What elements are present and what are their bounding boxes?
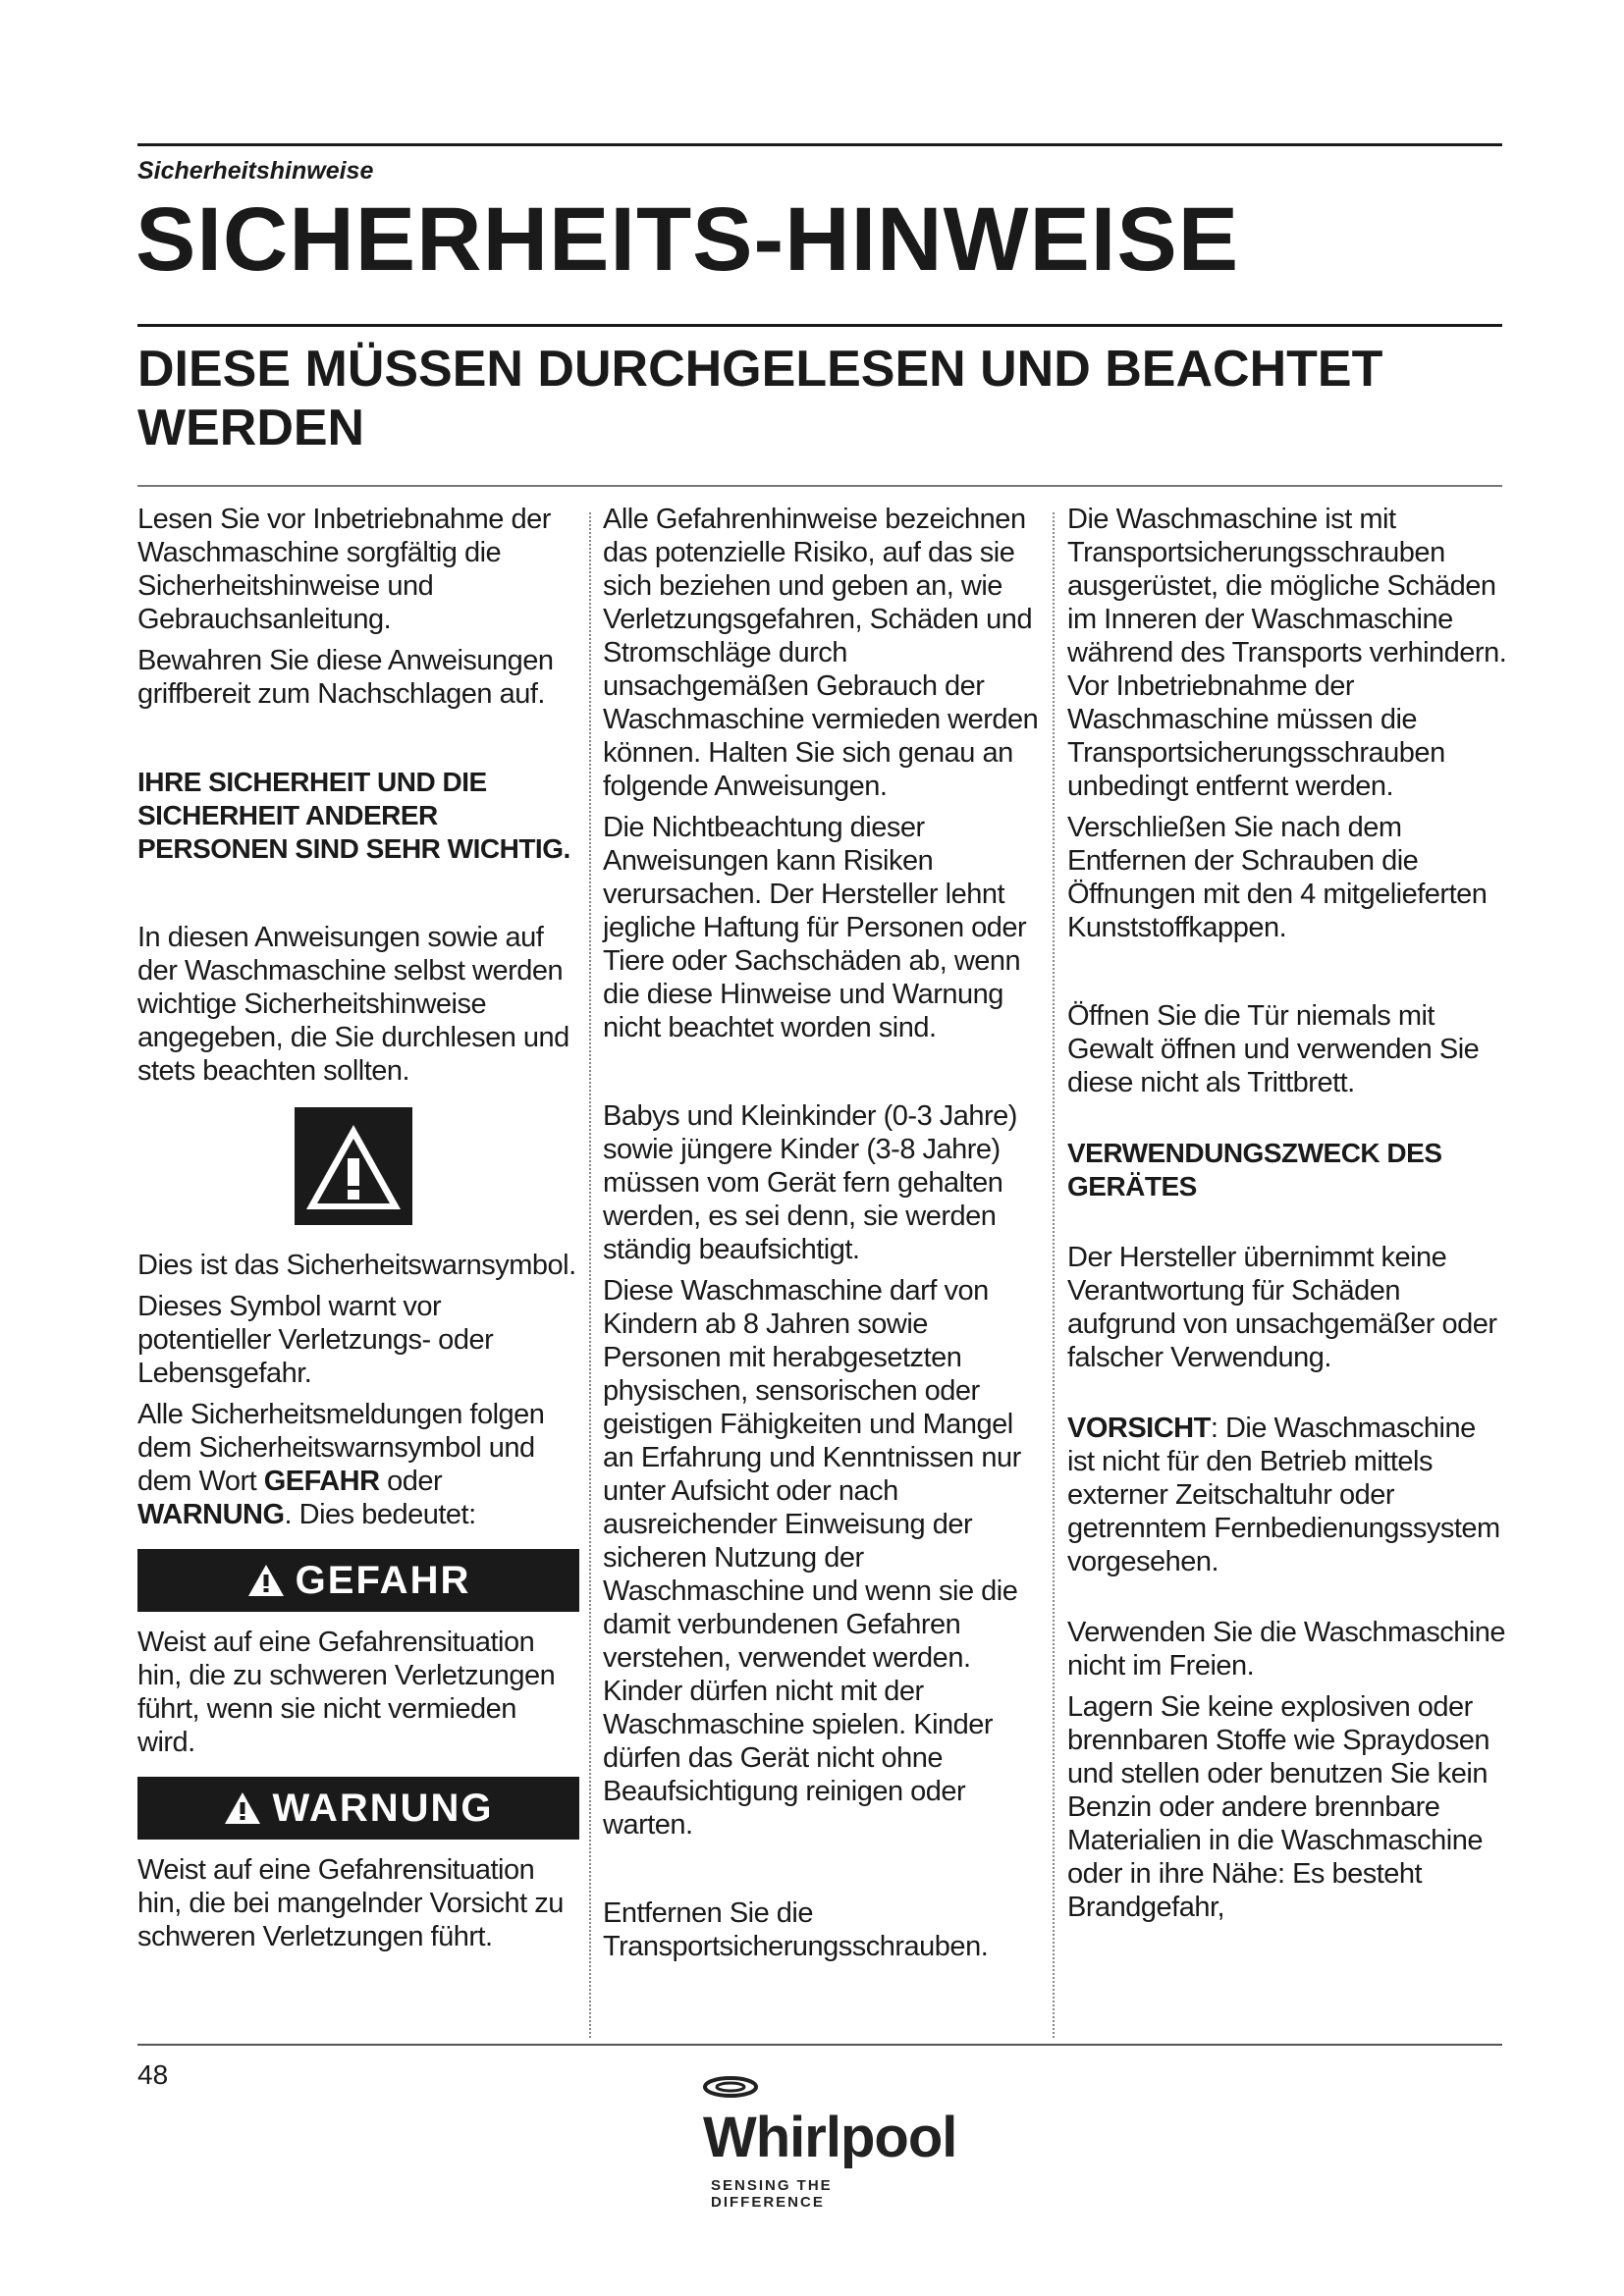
warnung-alert-icon bbox=[223, 1790, 262, 1826]
gefahr-banner bbox=[137, 1549, 579, 1612]
flammable-storage-paragraph: Lagern Sie keine explosiven oder brennbaren Stoffe wie Spraydosen und stellen oder benutzen Sie kein Benzin oder andere brennbare Materialien in die Waschmaschine oder in ihre Nähe: Es besteht Brandgefahr, bbox=[1067, 1691, 1490, 1923]
children-supervision-paragraph: Babys und Kleinkinder (0-3 Jahre) sowie jüngere Kinder (3-8 Jahre) müssen vom Gerät fern gehalten werden, es sei denn, sie werden ständig beaufsichtigt. bbox=[603, 1100, 1017, 1265]
symbol-description: Dies ist das Sicherheitswarnsymbol. bbox=[137, 1250, 576, 1281]
gefahr-description: Weist auf eine Gefahrensituation hin, die zu schweren Verletzungen führt, wenn sie nicht vermieden wird. bbox=[137, 1627, 556, 1758]
brand-swirl-icon bbox=[701, 2069, 770, 2109]
manufacturer-responsibility-paragraph: Der Hersteller übernimmt keine Verantwortung für Schäden aufgrund von unsachgemäßer oder falscher Verwendung. bbox=[1067, 1242, 1497, 1373]
caution-paragraph bbox=[1067, 1412, 1509, 1578]
title-rule bbox=[137, 324, 1502, 327]
intro-paragraph: Lesen Sie vor Inbetriebnahme der Waschmaschine sorgfältig die Sicherheitshinweise und Gebrauchsanleitung. bbox=[137, 504, 551, 635]
brand-logo bbox=[699, 2069, 957, 2211]
liability-paragraph: Die Nichtbeachtung dieser Anweisungen kann Risiken verursachen. Der Hersteller lehnt jegliche Haftung für Personen oder Tiere oder Sachschäden ab, wenn die diese Hinweise und Warnung nicht beachtet worden sind. bbox=[603, 812, 1027, 1043]
keep-instructions-paragraph: Bewahren Sie diese Anweisungen griffbereit zum Nachschlagen auf. bbox=[137, 645, 554, 710]
gefahr-alert-icon bbox=[246, 1563, 286, 1598]
word-gefahr: GEFAHR bbox=[263, 1466, 380, 1497]
caution-label: VORSICHT bbox=[1067, 1413, 1211, 1444]
remove-bolts-paragraph: Entfernen Sie die Transportsicherungsschrauben. bbox=[603, 1897, 989, 1962]
subtitle-rule bbox=[137, 485, 1502, 487]
door-paragraph: Öffnen Sie die Tür niemals mit Gewalt öffnen und verwenden Sie diese nicht als Trittbrett. bbox=[1067, 1000, 1480, 1098]
column-1 bbox=[137, 503, 579, 1961]
symbol-warning-paragraph: Dieses Symbol warnt vor potentieller Verletzungs- oder Lebensgefahr. bbox=[137, 1291, 494, 1389]
caution-text: : Die Waschmaschine ist nicht für den Betrieb mittels externer Zeitschaltuhr oder getrenntem Fernbedienungssystem vorgesehen. bbox=[1067, 1413, 1500, 1577]
brand-name: Whirlpool bbox=[703, 2106, 957, 2169]
plastic-caps-paragraph: Verschließen Sie nach dem Entfernen der Schrauben die Öffnungen mit den 4 mitgelieferten Kunststoffkappen. bbox=[1067, 812, 1488, 943]
page-number: 48 bbox=[137, 2059, 169, 2090]
safety-messages-text-a: Alle Sicherheitsmeldungen folgen dem Sicherheitswarnsymbol und dem Wort bbox=[137, 1399, 545, 1497]
warnung-banner bbox=[137, 1777, 579, 1840]
column-divider-1 bbox=[589, 512, 591, 2038]
warning-triangle-icon bbox=[295, 1107, 412, 1225]
children-usage-paragraph: Diese Waschmaschine darf von Kindern ab 8 Jahren sowie Personen mit herabgesetzten physischen, sensorischen oder geistigen Fähigkeiten und Mangel an Erfahrung und Kenntnissen nur unter Aufsicht oder nach ausreichender Einweisung der sicheren Nutzung der Waschmaschine und wenn sie die damit verbundenen Gefahren verstehen, verwendet werden. Kinder dürfen nicht mit der Waschmaschine spielen. Kinder dürfen das Gerät nicht ohne Beaufsichtigung reinigen oder warten. bbox=[603, 1275, 1021, 1841]
page-subtitle: DIESE MÜSSEN DURCHGELESEN UND BEACHTET WERDEN bbox=[137, 341, 1383, 456]
top-rule bbox=[137, 143, 1502, 146]
brand-tagline: SENSING THE DIFFERENCE bbox=[711, 2177, 833, 2211]
footer-rule bbox=[137, 2044, 1502, 2046]
warnung-banner-label: WARNUNG bbox=[272, 1787, 494, 1830]
safety-info-paragraph: In diesen Anweisungen sowie auf der Waschmaschine selbst werden wichtige Sicherheitshinweise angegeben, die Sie durchlesen und stets beachten sollten. bbox=[137, 922, 569, 1087]
transport-bolts-paragraph: Die Waschmaschine ist mit Transportsicherungsschrauben ausgerüstet, die mögliche Schäden im Inneren der Waschmaschine während des Transports verhindern. Vor Inbetriebnahme der Waschmaschine müssen die Transportsicherungsschrauben unbedingt entfernt werden. bbox=[1067, 504, 1507, 802]
safety-messages-paragraph bbox=[137, 1398, 579, 1531]
word-oder: oder bbox=[379, 1466, 443, 1497]
column-2 bbox=[603, 503, 1045, 1971]
section-label: Sicherheitshinweise bbox=[137, 157, 374, 185]
hazard-notices-paragraph: Alle Gefahrenhinweise bezeichnen das potenzielle Risiko, auf das sie sich beziehen und geben an, wie Verletzungsgefahren, Schäden und Stromschläge durch unsachgemäßen Gebrauch der Waschmaschine vermieden werden können. Halten Sie sich genau an folgende Anweisungen. bbox=[603, 504, 1039, 802]
warnung-description: Weist auf eine Gefahrensituation hin, die bei mangelnder Vorsicht zu schweren Verletzungen führt. bbox=[137, 1854, 564, 1952]
safety-messages-text-b: . Dies bedeutet: bbox=[284, 1499, 476, 1530]
page-title: SICHERHEITS-HINWEISE bbox=[135, 189, 1240, 290]
column-divider-2 bbox=[1053, 512, 1055, 2038]
word-warnung: WARNUNG bbox=[137, 1499, 285, 1530]
intended-use-heading: VERWENDUNGSZWECK DES GERÄTES bbox=[1067, 1138, 1442, 1201]
outdoor-use-paragraph: Verwenden Sie die Waschmaschine nicht im Freien. bbox=[1067, 1617, 1506, 1682]
column-3 bbox=[1067, 503, 1509, 1932]
safety-heading: IHRE SICHERHEIT UND DIE SICHERHEIT ANDERER PERSONEN SIND SEHR WICHTIG. bbox=[137, 767, 570, 864]
gefahr-banner-label: GEFAHR bbox=[295, 1559, 471, 1602]
